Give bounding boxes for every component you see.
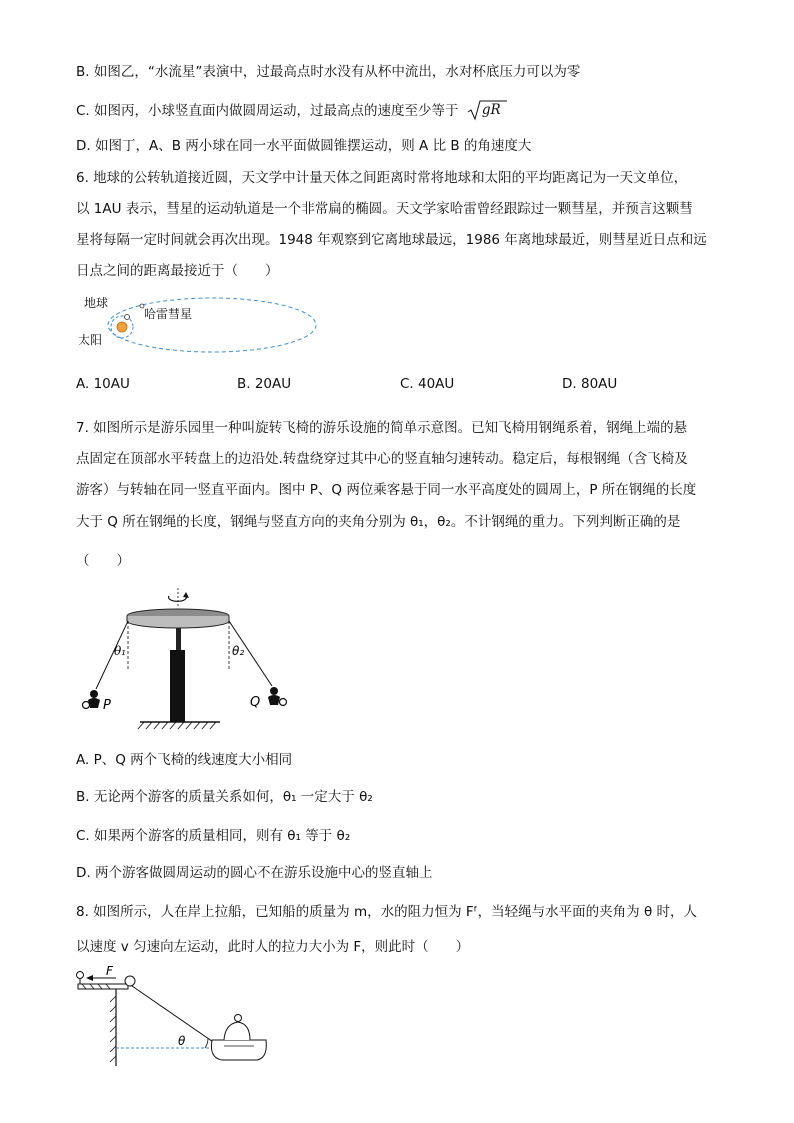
ground-hatch bbox=[138, 722, 216, 729]
pulley-icon bbox=[125, 976, 135, 986]
sqrt-radicand: gR bbox=[481, 102, 501, 118]
q6-options bbox=[76, 376, 716, 396]
q5-option-c bbox=[76, 99, 507, 121]
label-sun: 太阳 bbox=[78, 333, 103, 347]
q6-option-c: C. 40AU bbox=[400, 376, 455, 392]
label-theta: θ bbox=[178, 1034, 186, 1048]
q7-swing-ride-figure bbox=[74, 584, 314, 730]
label-p: P bbox=[103, 698, 111, 713]
q5-option-b: B. 如图乙，“水流星”表演中，过最高点时水没有从杯中流出，水对杯底压力可以为零 bbox=[76, 64, 581, 80]
q6-stem-line-4: 日点之间的距离最接近于（ ） bbox=[76, 263, 279, 279]
q6-stem-line-2: 以 1AU 表示，彗星的运动轨道是一个非常扁的椭圆。天文学家哈雷曾经跟踪过一颗彗星，并预言这颗彗 bbox=[76, 201, 693, 217]
q7-stem-line-5: （ ） bbox=[76, 553, 130, 569]
comet-orbit bbox=[108, 298, 316, 352]
q7-stem-line-4: 大于 Q 所在钢绳的长度，钢绳与竖直方向的夹角分别为 θ₁，θ₂。不计钢绳的重力。下列判断正确的是 bbox=[76, 514, 681, 530]
label-theta1: θ₁ bbox=[114, 644, 127, 658]
rope bbox=[132, 986, 222, 1048]
q8-stem-line-1: 8. 如图所示，人在岸上拉船，已知船的质量为 m，水的阻力恒为 Fᶠ，当轻绳与水平面的夹角为 θ 时，人 bbox=[76, 904, 698, 920]
boat-icon bbox=[211, 1015, 266, 1061]
q7-option-c: C. 如果两个游客的质量相同，则有 θ₁ 等于 θ₂ bbox=[76, 828, 351, 844]
earth-icon bbox=[125, 315, 130, 320]
label-theta2: θ₂ bbox=[232, 644, 245, 658]
q7-stem-line-3: 游客）与转轴在同一竖直平面内。图中 P、Q 两位乘客悬于同一水平高度处的圆周上，P 所在钢绳的长度 bbox=[76, 482, 697, 498]
q6-stem-line-3: 星将每隔一定时间就会再次出现。1948 年观察到它离地球最远，1986 年离地球最近，则彗星近日点和远 bbox=[76, 232, 707, 248]
rider-q-icon bbox=[268, 687, 287, 706]
q8-boat-figure bbox=[72, 966, 292, 1066]
q5-option-c-text: C. 如图丙，小球竖直面内做圆周运动，过最高点的速度至少等于 bbox=[76, 103, 459, 119]
q6-option-d: D. 80AU bbox=[562, 376, 618, 392]
rider-p-icon bbox=[83, 690, 101, 709]
force-arrow-icon bbox=[86, 975, 93, 981]
q6-orbit-figure bbox=[74, 290, 324, 362]
lower-column bbox=[170, 650, 185, 722]
q7-option-d: D. 两个游客做圆周运动的圆心不在游乐设施中心的竖直轴上 bbox=[76, 865, 433, 881]
label-force: F bbox=[106, 966, 113, 978]
q6-option-b: B. 20AU bbox=[237, 376, 292, 392]
q6-stem-line-1: 6. 地球的公转轨道接近圆，天文学中计量天体之间距离时常将地球和太阳的平均距离记为一天文单位， bbox=[76, 170, 688, 186]
q8-stem-line-2: 以速度 v 匀速向左运动，此时人的拉力大小为 F，则此时（ ） bbox=[76, 939, 470, 955]
q5-option-d: D. 如图丁，A、B 两小球在同一水平面做圆锥摆运动，则 A 比 B 的角速度大 bbox=[76, 138, 532, 154]
q6-option-a: A. 10AU bbox=[76, 376, 130, 392]
q7-stem-line-2: 点固定在顶部水平转盘上的边沿处.转盘绕穿过其中心的竖直轴匀速转动。稳定后，每根钢绳（含飞椅及 bbox=[76, 451, 688, 467]
person-icon bbox=[77, 972, 84, 979]
label-earth: 地球 bbox=[84, 296, 109, 310]
label-comet: 哈雷彗星 bbox=[144, 307, 193, 321]
shore-hatch bbox=[82, 984, 116, 1062]
upper-shaft bbox=[176, 628, 181, 650]
turntable-rim bbox=[127, 616, 229, 628]
q7-option-b: B. 无论两个游客的质量关系如何，θ₁ 一定大于 θ₂ bbox=[76, 789, 373, 805]
q7-stem-line-1: 7. 如图所示是游乐园里一种叫旋转飞椅的游乐设施的简单示意图。已知飞椅用钢绳系着，钢绳上端的悬 bbox=[76, 420, 688, 436]
label-q: Q bbox=[250, 695, 261, 710]
q7-option-a: A. P、Q 两个飞椅的线速度大小相同 bbox=[76, 752, 293, 768]
sun-icon bbox=[117, 322, 127, 332]
sqrt-formula bbox=[467, 99, 507, 121]
